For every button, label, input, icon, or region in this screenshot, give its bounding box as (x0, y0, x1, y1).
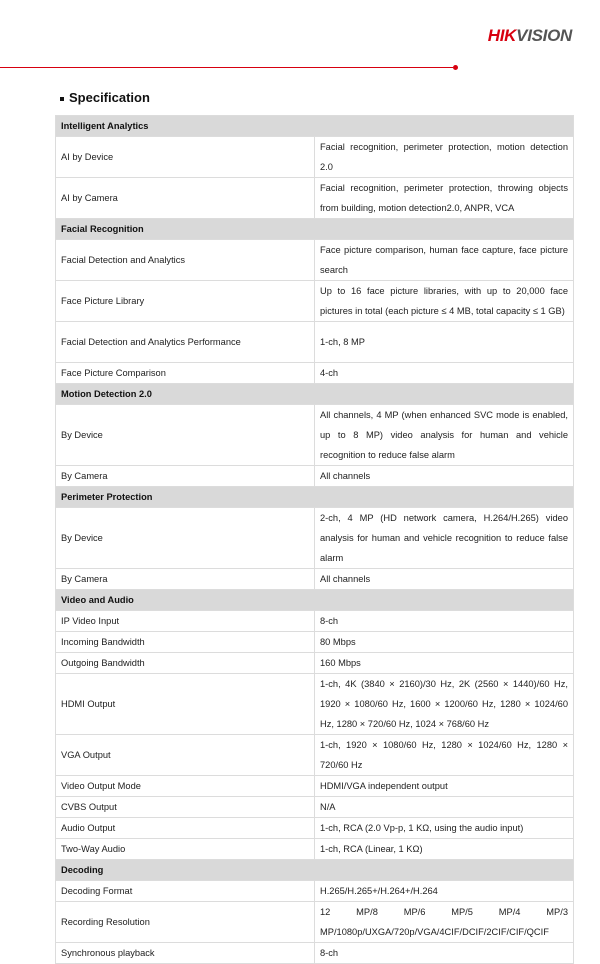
spec-row (56, 466, 574, 487)
spec-row (56, 818, 574, 839)
spec-row (56, 508, 574, 569)
page-title: Specification (60, 90, 150, 105)
spec-row (56, 902, 574, 943)
spec-value: 4-ch (315, 363, 574, 384)
hikvision-logo: HIKVISION (487, 26, 572, 45)
spec-row (56, 839, 574, 860)
spec-row (56, 137, 574, 178)
spec-row (56, 943, 574, 964)
spec-key: Two-Way Audio (56, 839, 315, 860)
spec-key: By Camera (56, 466, 315, 487)
header-red-line (0, 67, 453, 68)
spec-key: Face Picture Comparison (56, 363, 315, 384)
spec-row (56, 611, 574, 632)
spec-row (56, 281, 574, 322)
spec-row (56, 363, 574, 384)
spec-key: VGA Output (56, 735, 315, 776)
spec-row (56, 776, 574, 797)
section-title: Motion Detection 2.0 (56, 384, 574, 405)
spec-table (55, 115, 574, 964)
spec-key: Recording Resolution (56, 902, 315, 943)
section-header (56, 487, 574, 508)
spec-value: 160 Mbps (315, 653, 574, 674)
section-title: Perimeter Protection (56, 487, 574, 508)
spec-value: N/A (315, 797, 574, 818)
spec-value: 8-ch (315, 943, 574, 964)
spec-row (56, 240, 574, 281)
spec-value: All channels (315, 466, 574, 487)
spec-key: Video Output Mode (56, 776, 315, 797)
section-header (56, 384, 574, 405)
section-title: Decoding (56, 860, 574, 881)
spec-key: CVBS Output (56, 797, 315, 818)
spec-key: HDMI Output (56, 674, 315, 735)
section-header (56, 219, 574, 240)
spec-value: 80 Mbps (315, 632, 574, 653)
spec-value: 1-ch, 1920 × 1080/60 Hz, 1280 × 1024/60 Hz, 1280 × 720/60 Hz (315, 735, 574, 776)
spec-value: Facial recognition, perimeter protection, throwing objects from building, motion detection2.0, ANPR, VCA (315, 178, 574, 219)
square-bullet-icon (60, 97, 64, 101)
spec-key: By Device (56, 508, 315, 569)
spec-value: 2-ch, 4 MP (HD network camera, H.264/H.265) video analysis for human and vehicle recognition to reduce false alarm (315, 508, 574, 569)
section-header (56, 860, 574, 881)
spec-key: AI by Camera (56, 178, 315, 219)
spec-row (56, 569, 574, 590)
section-title: Video and Audio (56, 590, 574, 611)
spec-value: Up to 16 face picture libraries, with up to 20,000 face pictures in total (each picture ≤ 4 MB, total capacity ≤ 1 GB) (315, 281, 574, 322)
spec-value: All channels (315, 569, 574, 590)
spec-key: Facial Detection and Analytics (56, 240, 315, 281)
spec-row (56, 674, 574, 735)
spec-value: H.265/H.265+/H.264+/H.264 (315, 881, 574, 902)
spec-value: 12 MP/8 MP/6 MP/5 MP/4 MP/3 MP/1080p/UXGA/720p/VGA/4CIF/DCIF/2CIF/CIF/QCIF (315, 902, 574, 943)
spec-key: Audio Output (56, 818, 315, 839)
spec-key: IP Video Input (56, 611, 315, 632)
header-red-dot (453, 65, 458, 70)
spec-key: Incoming Bandwidth (56, 632, 315, 653)
spec-row (56, 881, 574, 902)
spec-value: HDMI/VGA independent output (315, 776, 574, 797)
section-title: Intelligent Analytics (56, 116, 574, 137)
spec-row (56, 322, 574, 363)
spec-value: Face picture comparison, human face capture, face picture search (315, 240, 574, 281)
section-title: Facial Recognition (56, 219, 574, 240)
spec-key: Face Picture Library (56, 281, 315, 322)
spec-row (56, 653, 574, 674)
spec-key: By Device (56, 405, 315, 466)
spec-row (56, 632, 574, 653)
spec-key: AI by Device (56, 137, 315, 178)
spec-row (56, 178, 574, 219)
spec-key: Facial Detection and Analytics Performance (56, 322, 315, 363)
spec-key: Synchronous playback (56, 943, 315, 964)
spec-value: Facial recognition, perimeter protection, motion detection 2.0 (315, 137, 574, 178)
spec-key: By Camera (56, 569, 315, 590)
spec-row (56, 797, 574, 818)
spec-key: Outgoing Bandwidth (56, 653, 315, 674)
spec-row (56, 735, 574, 776)
spec-row (56, 405, 574, 466)
spec-value: 1-ch, RCA (2.0 Vp-p, 1 KΩ, using the audio input) (315, 818, 574, 839)
spec-value: 1-ch, 4K (3840 × 2160)/30 Hz, 2K (2560 × 1440)/60 Hz, 1920 × 1080/60 Hz, 1600 × 1200/60 Hz, 1280 × 1024/60 Hz, 1280 × 720/60 Hz, 1024 × 768/60 Hz (315, 674, 574, 735)
spec-key: Decoding Format (56, 881, 315, 902)
spec-value: 1-ch, 8 MP (315, 322, 574, 363)
spec-value: 1-ch, RCA (Linear, 1 KΩ) (315, 839, 574, 860)
spec-value: 8-ch (315, 611, 574, 632)
spec-value: All channels, 4 MP (when enhanced SVC mode is enabled, up to 8 MP) video analysis for human and vehicle recognition to reduce false alarm (315, 405, 574, 466)
section-header (56, 116, 574, 137)
section-header (56, 590, 574, 611)
